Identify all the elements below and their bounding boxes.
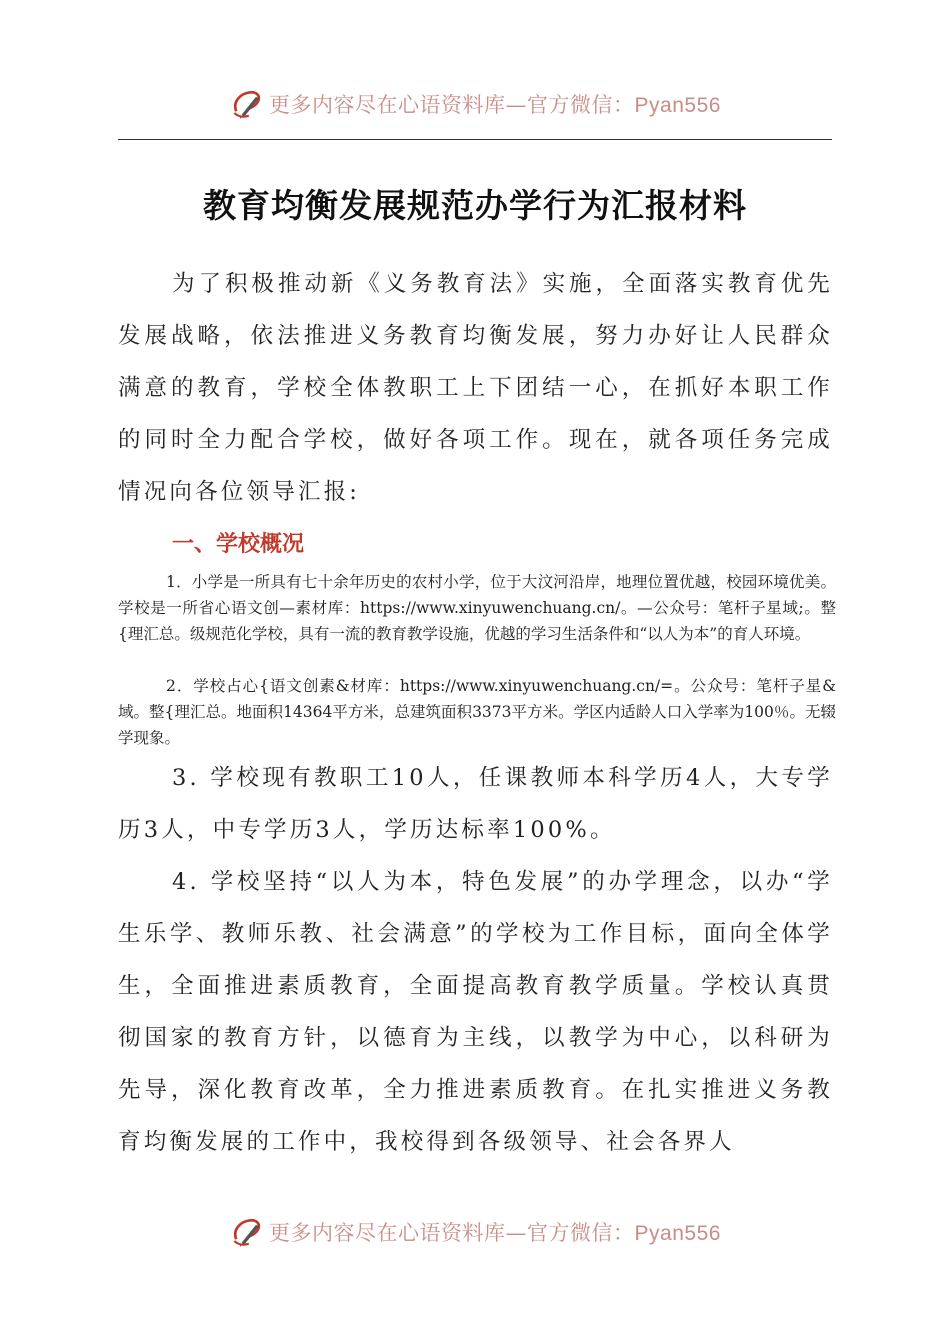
overview-item-2: 2．学校占心{语文创素&材库：https://www.xinyuwenchuang.cn/=。公众号：笔杆子星&域。整{理汇总。地面积14364平方米，总建筑面积3373平方米。学区内适龄人口入学率为100％。无辍学现象。 [118,677,836,747]
header-divider [118,139,832,140]
banner-text: 更多内容尽在心语资料库—官方微信：Pyan556 [269,1221,721,1245]
banner-text: 更多内容尽在心语资料库—官方微信：Pyan556 [269,93,721,117]
section-heading-overview: 一、学校概况 [172,532,305,557]
footer-banner [0,1212,950,1252]
document-title: 教育均衡发展规范办学行为汇报材料 [203,186,747,225]
quill-pen-logo-icon [229,86,265,122]
overview-item-4: 4. 学校坚持“以人为本，特色发展”的办学理念，以办“学生乐学、教师乐教、社会满意”的学校为工作目标，面向全体学生，全面推进素质教育，全面提高教育教学质量。学校认真贯彻国家的教育方针，以德育为主线，以教学为中心，以科研为先导，深化教育改革，全力推进素质教育。在扎实推进义务教育均衡发展的工作中，我校得到各级领导、社会各界人 [118,869,833,1155]
intro-paragraph: 为了积极推动新《义务教育法》实施，全面落实教育优先发展战略，依法推进义务教育均衡发展，努力办好让人民群众满意的教育，学校全体教职工上下团结一心，在抓好本职工作的同时全力配合学校，做好各项工作。现在，就各项任务完成情况向各位领导汇报: [118,271,833,505]
overview-item-3: 3. 学校现有教职工10人，任课教师本科学历4人，大专学历3人，中专学历3人，学历达标率100%。 [118,765,833,843]
quill-pen-logo-icon [229,1214,265,1250]
wechat-id: Pyan556 [634,94,721,117]
wechat-id: Pyan556 [634,1222,721,1245]
header-banner [0,84,950,124]
overview-item-1: 1．小学是一所具有七十余年历史的农村小学，位于大汶河沿岸，地理位置优越，校园环境优美。学校是一所省心语文创—素材库：https://www.xinyuwenchuang.cn/。—公众号：笔杆子星域;。整{理汇总。级规范化学校，具有一流的教育教学设施，优越的学习生活条件和“以人为本”的育人环境。 [118,573,836,643]
